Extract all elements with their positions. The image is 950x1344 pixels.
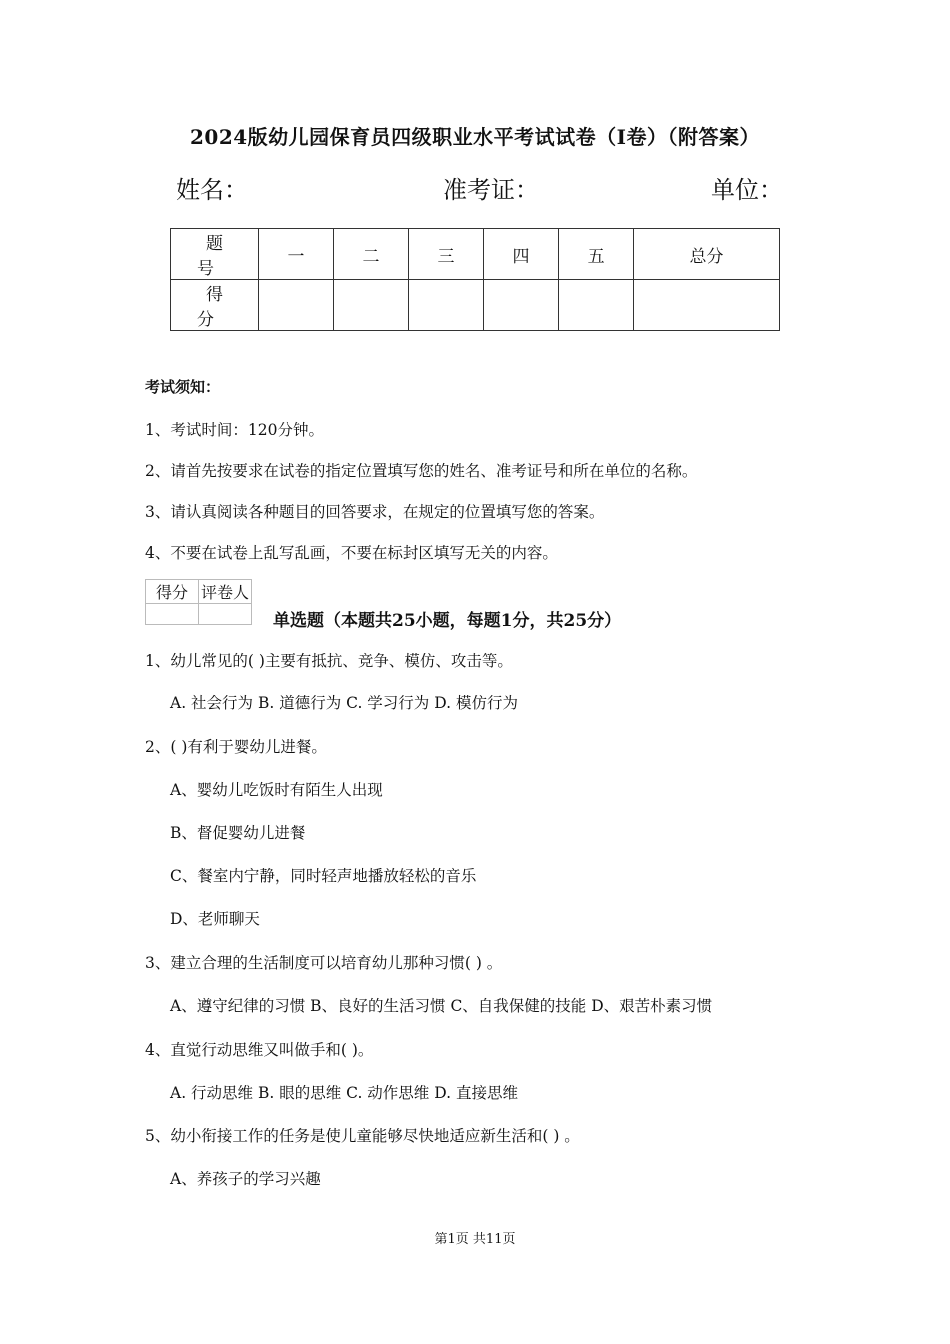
section-1-header: 一 — [259, 229, 334, 280]
notice-item: 2、请首先按要求在试卷的指定位置填写您的姓名、准考证号和所在单位的名称。 — [145, 462, 698, 480]
grader-score-label: 得分 — [146, 580, 199, 604]
question-option: D、老师聊天 — [170, 910, 260, 928]
question-stem: 4、直觉行动思维又叫做手和( )。 — [145, 1041, 374, 1059]
question-stem: 5、幼小衔接工作的任务是使儿童能够尽快地适应新生活和( ) 。 — [145, 1127, 580, 1145]
score-cell[interactable] — [259, 280, 334, 331]
unit-label: 单位： — [711, 176, 783, 204]
section-5-header: 五 — [559, 229, 634, 280]
question-stem: 3、建立合理的生活制度可以培育幼儿那种习惯( ) 。 — [145, 954, 503, 972]
name-label: 姓名： — [176, 176, 248, 204]
question-stem: 1、幼儿常见的( )主要有抵抗、竞争、模仿、攻击等。 — [145, 652, 513, 670]
notice-item: 1、考试时间：120分钟。 — [145, 421, 324, 439]
notice-item: 4、不要在试卷上乱写乱画，不要在标封区填写无关的内容。 — [145, 544, 558, 562]
question-option: B、督促婴幼儿进餐 — [170, 824, 306, 842]
document-title: 2024版幼儿园保育员四级职业水平考试试卷（I卷）（附答案） — [189, 125, 761, 149]
question-number-header: 题 号 — [171, 229, 259, 280]
score-table — [170, 228, 780, 331]
score-table-score-row — [171, 280, 780, 331]
question-stem: 2、( )有利于婴幼儿进餐。 — [145, 738, 327, 756]
question-options: A、遵守纪律的习惯 B、良好的生活习惯 C、自我保健的技能 D、艰苦朴素习惯 — [170, 997, 713, 1015]
score-cell[interactable] — [634, 280, 780, 331]
question-options: A. 行动思维 B. 眼的思维 C. 动作思维 D. 直接思维 — [170, 1084, 518, 1102]
score-row-label: 得 分 — [171, 280, 259, 331]
notice-item: 3、请认真阅读各种题目的回答要求，在规定的位置填写您的答案。 — [145, 503, 605, 521]
score-cell[interactable] — [484, 280, 559, 331]
exam-id-label: 准考证： — [443, 176, 539, 204]
page-footer: 第1页 共11页 — [434, 1232, 516, 1247]
score-cell[interactable] — [559, 280, 634, 331]
grader-name-label: 评卷人 — [199, 580, 252, 604]
section-4-header: 四 — [484, 229, 559, 280]
question-option: A、养孩子的学习兴趣 — [170, 1170, 321, 1188]
section-2-header: 二 — [334, 229, 409, 280]
question-options: A. 社会行为 B. 道德行为 C. 学习行为 D. 模仿行为 — [170, 694, 518, 712]
total-header: 总分 — [634, 229, 780, 280]
score-cell[interactable] — [409, 280, 484, 331]
score-cell[interactable] — [334, 280, 409, 331]
question-option: C、餐室内宁静，同时轻声地播放轻松的音乐 — [170, 867, 477, 885]
score-table-header-row — [171, 229, 780, 280]
section-title: 单选题（本题共25小题，每题1分，共25分） — [273, 611, 622, 631]
grader-name-cell[interactable] — [199, 604, 252, 625]
notice-heading: 考试须知： — [145, 378, 221, 396]
section-3-header: 三 — [409, 229, 484, 280]
question-option: A、婴幼儿吃饭时有陌生人出现 — [170, 781, 383, 799]
grader-score-cell[interactable] — [146, 604, 199, 625]
grader-box — [145, 579, 252, 625]
